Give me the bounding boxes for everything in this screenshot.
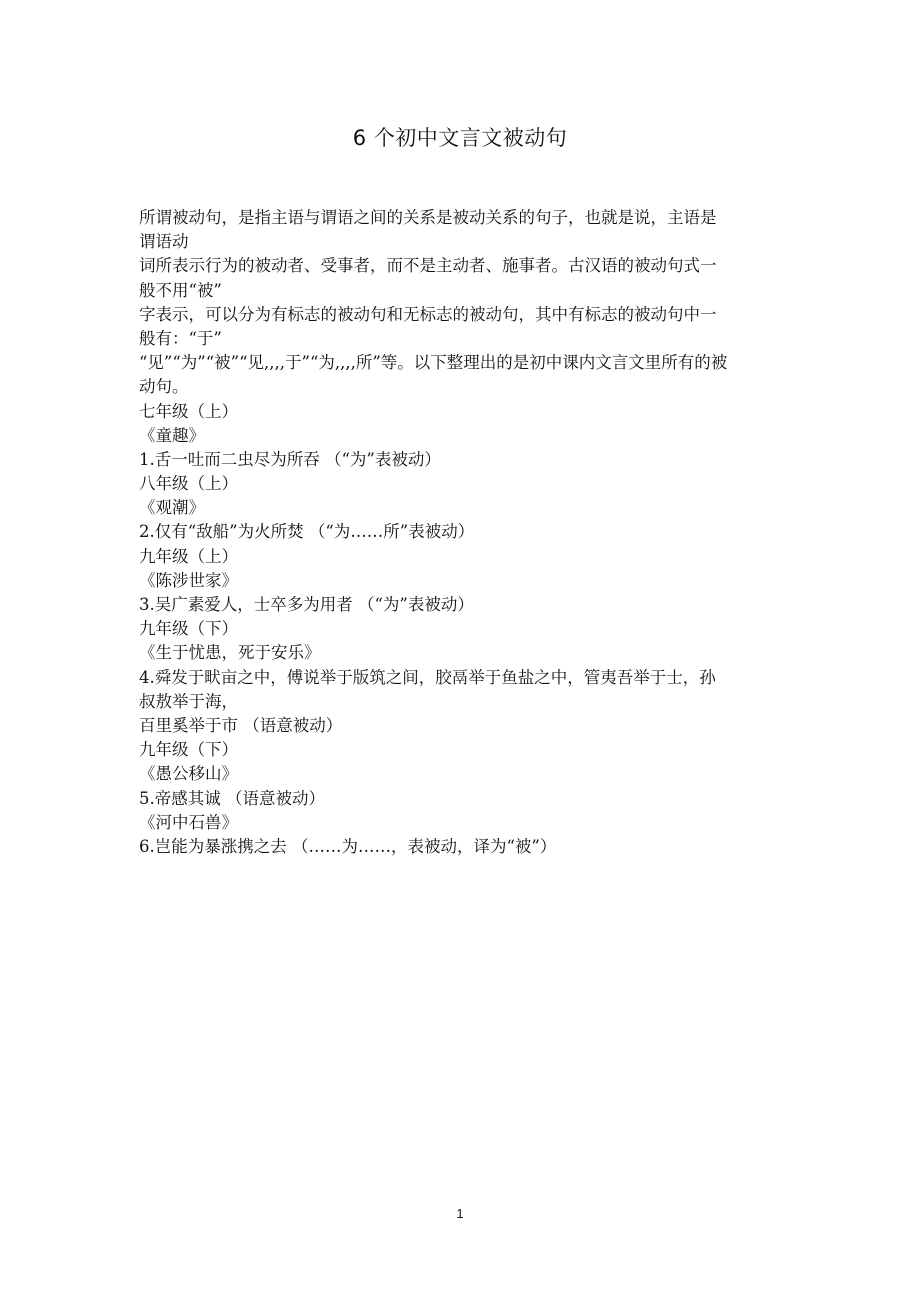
grade-heading: 七年级（上） [139,401,238,421]
grade-heading: 九年级（下） [139,740,238,760]
example-sentence: 1.舌一吐而二虫尽为所吞 （“为”表被动） [139,449,441,469]
page-number: 1 [456,1206,464,1221]
example-sentence: 3.吴广素爱人，士卒多为用者 （“为”表被动） [139,595,474,614]
text-line: “见”“为”“被”“见,,,,于”“为,,,,所”等。以下整理出的是初中课内文言文里所有的被 [139,353,728,373]
document-title: 6 个初中文言文被动句 [352,126,568,150]
lesson-title: 《童趣》 [139,425,205,445]
text-line: 词所表示行为的被动者、受事者，而不是主动者、施事者。古汉语的被动句式一 [139,256,717,276]
lesson-title: 《观潮》 [139,498,205,518]
example-sentence: 4.舜发于畎亩之中，傅说举于版筑之间，胶鬲举于鱼盐之中，管夷吾举于士，孙 [139,667,716,687]
text-line: 所谓被动句，是指主语与谓语之间的关系是被动关系的句子，也就是说，主语是 [139,208,717,227]
example-sentence: 5.帝感其诚 （语意被动） [139,788,325,808]
example-sentence: 叔敖举于海， [139,691,238,711]
text-line: 般有：“于” [139,328,222,348]
grade-heading: 九年级（上） [139,546,238,566]
grade-heading: 八年级（上） [139,474,238,494]
example-sentence: 6.岂能为暴涨携之去 （……为……，表被动，译为“被”） [139,836,557,856]
example-sentence: 百里奚举于市 （语意被动） [139,715,343,735]
grade-heading: 九年级（下） [139,619,238,639]
example-sentence: 2.仅有“敌船”为火所焚 （“为……所”表被动） [139,522,475,542]
lesson-title: 《愚公移山》 [139,764,238,784]
text-line: 谓语动 [139,232,189,252]
text-line: 般不用“被” [139,280,222,300]
lesson-title: 《生于忧患，死于安乐》 [139,643,321,663]
lesson-title: 《陈涉世家》 [139,570,238,590]
text-line: 动句。 [139,377,189,397]
document-body [139,206,784,859]
text-line: 字表示，可以分为有标志的被动句和无标志的被动句，其中有标志的被动句中一 [139,304,717,324]
lesson-title: 《河中石兽》 [139,812,238,832]
